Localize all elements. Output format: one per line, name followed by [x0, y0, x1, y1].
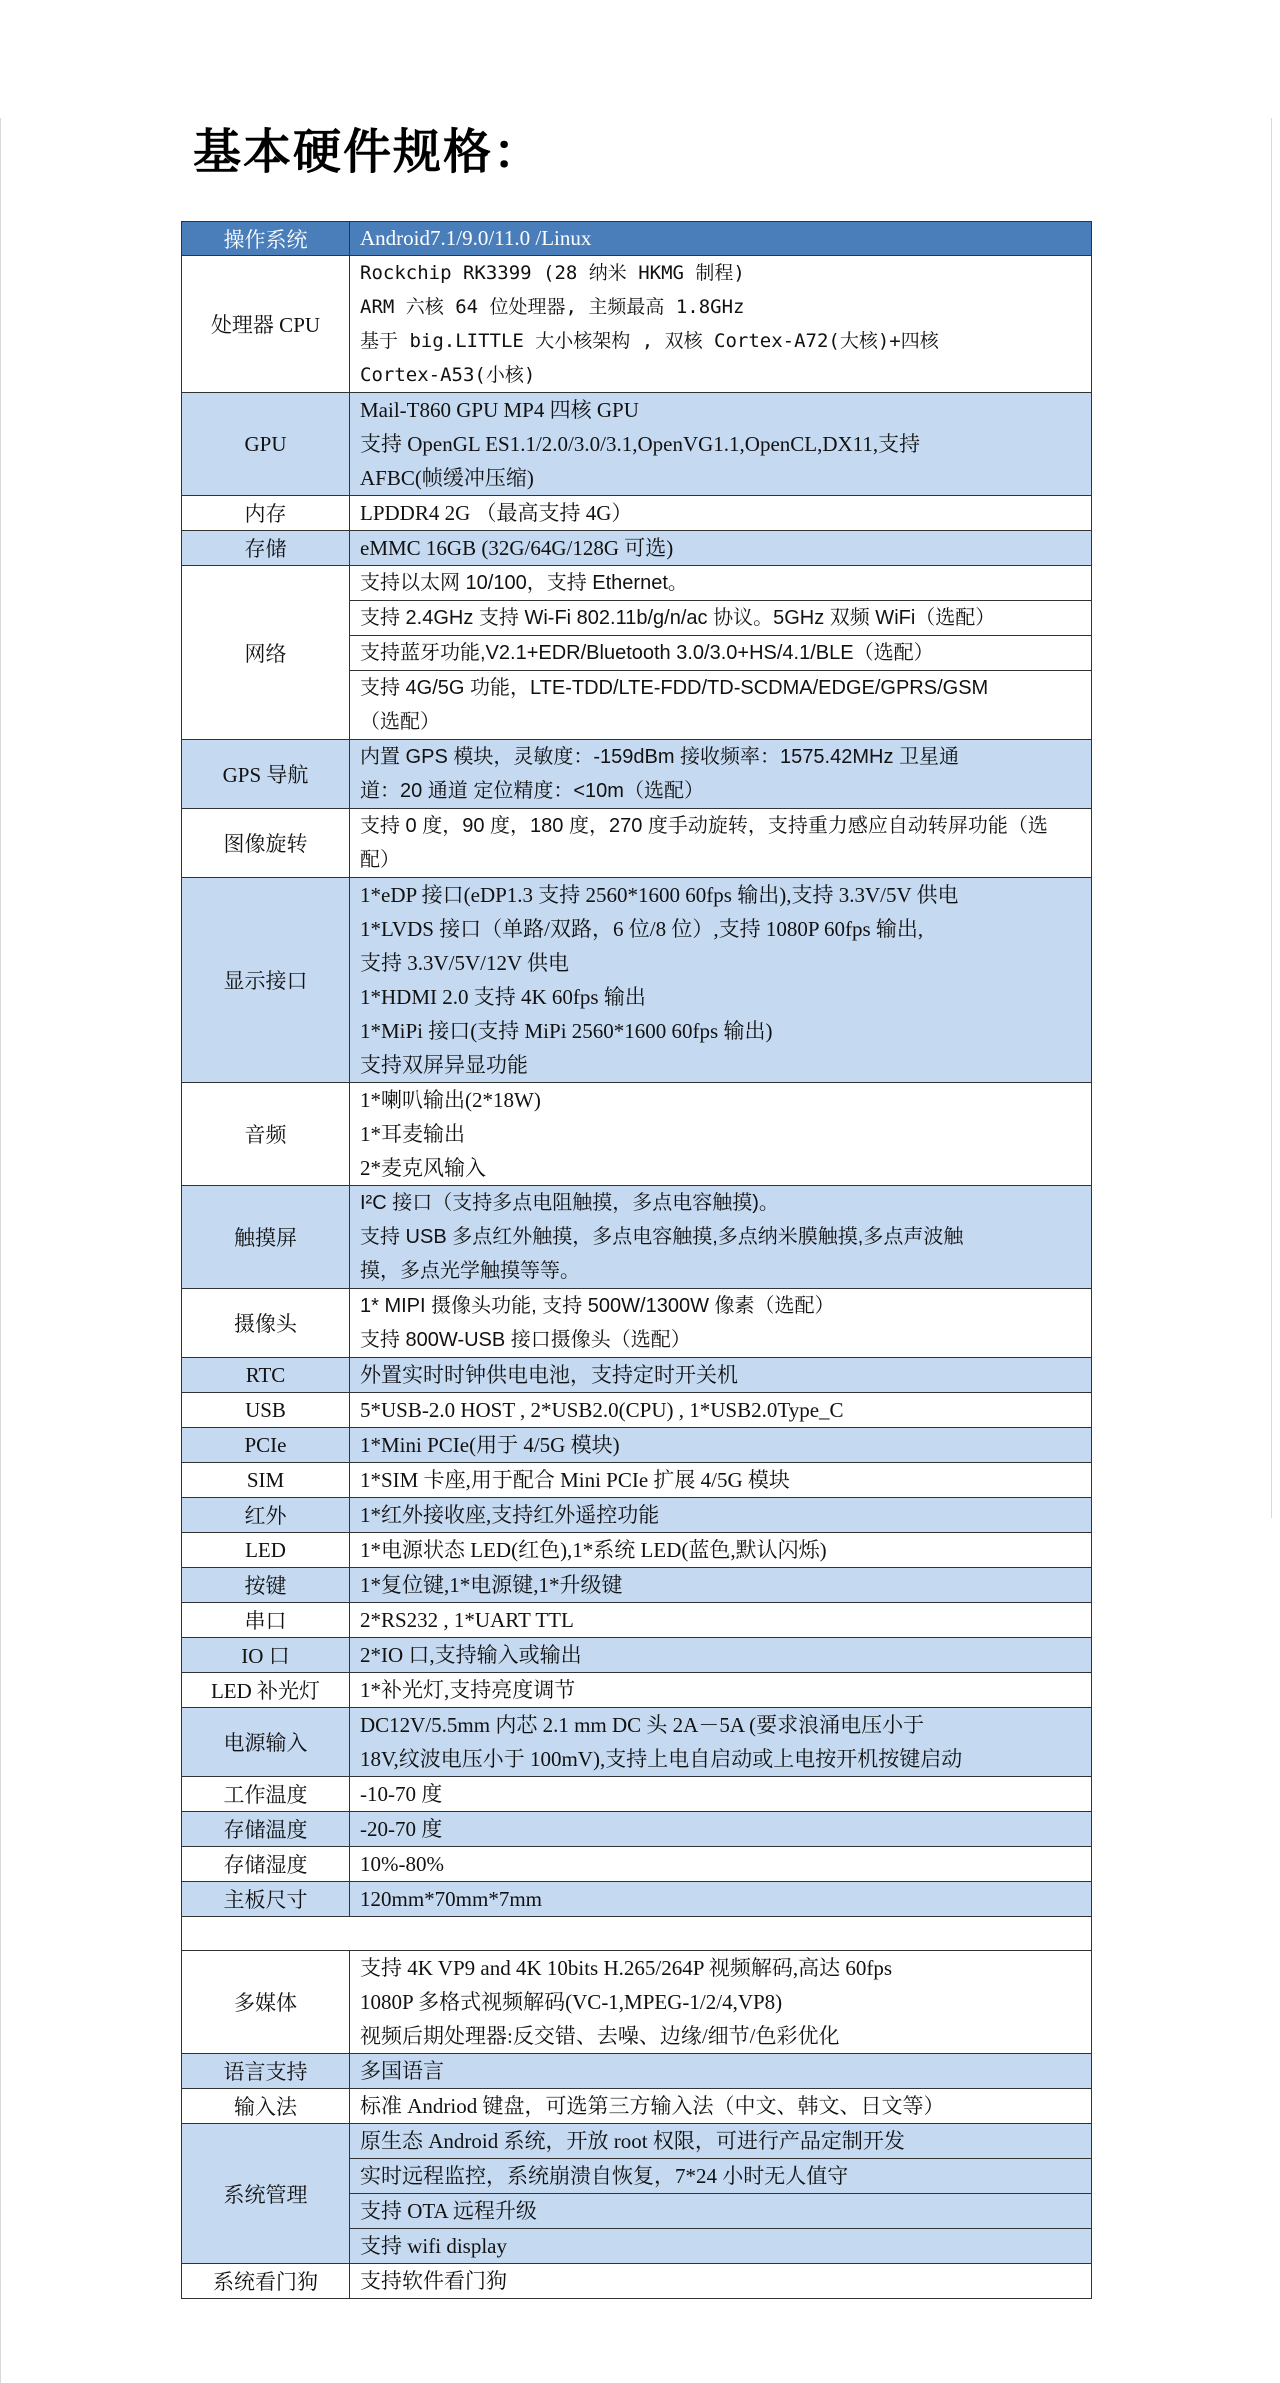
spec-line: DC12V/5.5mm 内芯 2.1 mm DC 头 2A－5A (要求浪涌电压小于: [360, 1713, 925, 1737]
spec-key: 系统看门狗: [182, 2264, 350, 2299]
spec-value: [350, 1533, 1092, 1568]
spec-key: 输入法: [182, 2089, 350, 2124]
table-row: [182, 1777, 1092, 1812]
spec-line: 18V,纹波电压小于 100mV),支持上电自启动或上电按开机按键启动: [360, 1747, 963, 1771]
spec-line: 120mm*70mm*7mm: [360, 1887, 543, 1911]
spec-line: Cortex-A53(小核): [360, 364, 536, 386]
spec-key: 处理器 CPU: [182, 256, 350, 393]
spec-key: 触摸屏: [182, 1186, 350, 1289]
header-value: Android7.1/9.0/11.0 /Linux: [350, 222, 1092, 256]
spec-line: 1*Mini PCIe(用于 4/5G 模块): [360, 1433, 620, 1457]
table-row: [182, 1186, 1092, 1289]
spec-line: 支持 OTA 远程升级: [360, 2199, 537, 2223]
spec-value: [350, 2054, 1092, 2089]
table-row: [182, 1289, 1092, 1358]
spec-line: 1*红外接收座,支持红外遥控功能: [360, 1503, 660, 1527]
spec-line: 支持 3.3V/5V/12V 供电: [360, 951, 570, 975]
spec-line: 视频后期处理器:反交错、去噪、边缘/细节/色彩优化: [360, 2024, 840, 2048]
spec-key: USB: [182, 1393, 350, 1428]
spec-value: [350, 1673, 1092, 1708]
spec-line: 实时远程监控，系统崩溃自恢复，7*24 小时无人值守: [360, 2164, 849, 2188]
spec-key: 摄像头: [182, 1289, 350, 1358]
spec-value: [350, 496, 1092, 531]
table-row: [182, 878, 1092, 1083]
spec-value: [350, 566, 1092, 740]
spec-key: 存储湿度: [182, 1847, 350, 1882]
spec-line: 支持 USB 多点红外触摸，多点电容触摸,多点纳米膜触摸,多点声波触: [360, 1226, 964, 1248]
spec-line: Rockchip RK3399 (28 纳米 HKMG 制程): [360, 262, 745, 284]
spec-value: [350, 1847, 1092, 1882]
spec-value: [350, 256, 1092, 393]
spec-line: 支持 4K VP9 and 4K 10bits H.265/264P 视频解码,高达 60fps: [360, 1956, 893, 1980]
table-row: [182, 1393, 1092, 1428]
table-row: [182, 496, 1092, 531]
spec-key: 存储: [182, 531, 350, 566]
spec-line: 1*电源状态 LED(红色),1*系统 LED(蓝色,默认闪烁): [360, 1538, 827, 1562]
spec-line: 外置实时时钟供电电池，支持定时开关机: [360, 1363, 738, 1387]
spec-line: 支持 2.4GHz 支持 Wi-Fi 802.11b/g/n/ac 协议。5GHz 双频 WiFi（选配）: [360, 607, 996, 629]
table-row: [182, 1673, 1092, 1708]
table-row: [182, 2124, 1092, 2264]
spec-line: 1*LVDS 接口（单路/双路，6 位/8 位）,支持 1080P 60fps 输出,: [360, 917, 924, 941]
spec-line: 10%-80%: [360, 1852, 444, 1876]
spec-value: [350, 1463, 1092, 1498]
spec-line: eMMC 16GB (32G/64G/128G 可选): [360, 536, 674, 560]
spec-key: RTC: [182, 1358, 350, 1393]
table-row: [182, 1428, 1092, 1463]
spec-value: [350, 1186, 1092, 1289]
table-row: [182, 1882, 1092, 1917]
spec-line: LPDDR4 2G （最高支持 4G）: [360, 501, 633, 525]
spec-line: 1*喇叭输出(2*18W): [360, 1088, 541, 1112]
spec-line: 5*USB-2.0 HOST , 2*USB2.0(CPU) , 1*USB2.0Type_C: [360, 1398, 844, 1422]
spec-value: [350, 1428, 1092, 1463]
spec-line: 1*eDP 接口(eDP1.3 支持 2560*1600 60fps 输出),支持 3.3V/5V 供电: [360, 883, 959, 907]
spec-line: 1*SIM 卡座,用于配合 Mini PCIe 扩展 4/5G 模块: [360, 1468, 790, 1492]
spec-line: 1*HDMI 2.0 支持 4K 60fps 输出: [360, 985, 646, 1009]
table-row: [182, 256, 1092, 393]
spec-line: 多国语言: [360, 2059, 444, 2083]
spec-line: 支持 OpenGL ES1.1/2.0/3.0/3.1,OpenVG1.1,OpenCL,DX11,支持: [360, 432, 921, 456]
spec-line: 2*RS232 , 1*UART TTL: [360, 1608, 574, 1632]
spec-line: 内置 GPS 模块，灵敏度：-159dBm 接收频率：1575.42MHz 卫星通: [360, 746, 960, 768]
table-row: [182, 740, 1092, 809]
spec-value: [350, 393, 1092, 496]
spec-key: IO 口: [182, 1638, 350, 1673]
table-row: [182, 1812, 1092, 1847]
spec-key: 串口: [182, 1603, 350, 1638]
spec-key: 红外: [182, 1498, 350, 1533]
spec-value: [350, 878, 1092, 1083]
table-row: [182, 1533, 1092, 1568]
spec-value: [350, 1603, 1092, 1638]
table-header-row: [182, 222, 1092, 256]
table-row: [182, 2054, 1092, 2089]
spec-line: 支持双屏异显功能: [360, 1053, 528, 1077]
table-row: [182, 809, 1092, 878]
spec-value: [350, 1568, 1092, 1603]
spec-value: [350, 531, 1092, 566]
spec-value: [350, 1812, 1092, 1847]
spec-key: 显示接口: [182, 878, 350, 1083]
spacer-cell: [182, 1917, 1092, 1951]
spec-key: 电源输入: [182, 1708, 350, 1777]
spec-value: [350, 1638, 1092, 1673]
spec-line: ARM 六核 64 位处理器, 主频最高 1.8GHz: [360, 296, 745, 318]
spec-value: [350, 2089, 1092, 2124]
spec-value: [350, 809, 1092, 878]
table-row: [182, 1498, 1092, 1533]
spec-line: I²C 接口（支持多点电阻触摸，多点电容触摸)。: [360, 1192, 779, 1214]
table-row: [182, 1463, 1092, 1498]
spec-line: 支持 wifi display: [360, 2234, 507, 2258]
spec-line: 支持 0 度，90 度，180 度，270 度手动旋转，支持重力感应自动转屏功能（选: [360, 815, 1048, 837]
spec-sub-cell: [350, 2228, 1091, 2263]
table-row: [182, 566, 1092, 740]
spec-sub-cell: [350, 2124, 1091, 2158]
spec-line: 基于 big.LITTLE 大小核架构 , 双核 Cortex-A72(大核)+四核: [360, 330, 939, 352]
spec-sub-cell: [350, 670, 1091, 739]
spec-value: [350, 1289, 1092, 1358]
spec-line: 支持 4G/5G 功能，LTE-TDD/LTE-FDD/TD-SCDMA/EDGE/GPRS/GSM: [360, 677, 989, 699]
spec-line: 1*复位键,1*电源键,1*升级键: [360, 1573, 623, 1597]
header-key: 操作系统: [182, 222, 350, 256]
page-edge-right: [1271, 118, 1272, 1518]
spec-sub-cell: [350, 600, 1091, 635]
spec-value: [350, 1083, 1092, 1186]
spec-value: [350, 1777, 1092, 1812]
table-row: [182, 2264, 1092, 2299]
spec-line: 配）: [360, 849, 400, 871]
spec-line: 道：20 通道 定位精度：<10m（选配）: [360, 780, 704, 802]
spec-value: [350, 1708, 1092, 1777]
spec-line: 1*耳麦输出: [360, 1122, 465, 1146]
spec-line: 2*IO 口,支持输入或输出: [360, 1643, 582, 1667]
table-row: [182, 393, 1092, 496]
spec-line: 标准 Andriod 键盘，可选第三方输入法（中文、韩文、日文等）: [360, 2094, 945, 2118]
spec-key: 网络: [182, 566, 350, 740]
page-edge-left: [0, 118, 1, 2383]
spec-line: 支持 800W-USB 接口摄像头（选配）: [360, 1329, 691, 1351]
page-title: 基本硬件规格：: [193, 124, 544, 180]
spec-value: [350, 2124, 1092, 2264]
spec-key: 内存: [182, 496, 350, 531]
spec-value: [350, 1882, 1092, 1917]
spec-key: 主板尺寸: [182, 1882, 350, 1917]
spec-key: 存储温度: [182, 1812, 350, 1847]
spec-sub-cell: [350, 635, 1091, 670]
spec-line: 支持以太网 10/100，支持 Ethernet。: [360, 572, 688, 594]
spec-key: LED: [182, 1533, 350, 1568]
spec-line: -10-70 度: [360, 1782, 443, 1806]
spec-key: 工作温度: [182, 1777, 350, 1812]
spec-key: 语言支持: [182, 2054, 350, 2089]
spec-sub-cell: [350, 2193, 1091, 2228]
spec-key: 系统管理: [182, 2124, 350, 2264]
spec-line: 原生态 Android 系统，开放 root 权限，可进行产品定制开发: [360, 2129, 905, 2153]
table-row: [182, 1951, 1092, 2054]
spec-value: [350, 1393, 1092, 1428]
spec-line: 支持软件看门狗: [360, 2269, 507, 2293]
spec-line: 1*补光灯,支持亮度调节: [360, 1678, 576, 1702]
table-row: [182, 531, 1092, 566]
spec-value: [350, 1951, 1092, 2054]
spec-key: 按键: [182, 1568, 350, 1603]
spec-sub-cell: [350, 566, 1091, 600]
spec-line: 1* MIPI 摄像头功能, 支持 500W/1300W 像素（选配）: [360, 1295, 835, 1317]
spec-line: 摸，多点光学触摸等等。: [360, 1260, 580, 1282]
spec-sub-cell: [350, 2158, 1091, 2193]
spec-line: Mail-T860 GPU MP4 四核 GPU: [360, 398, 639, 422]
table-row: [182, 1358, 1092, 1393]
table-row: [182, 2089, 1092, 2124]
spec-line: 2*麦克风输入: [360, 1156, 486, 1180]
spacer-row: [182, 1917, 1092, 1951]
table-row: [182, 1847, 1092, 1882]
spec-line: 1*MiPi 接口(支持 MiPi 2560*1600 60fps 输出): [360, 1019, 773, 1043]
table-row: [182, 1568, 1092, 1603]
spec-key: PCIe: [182, 1428, 350, 1463]
spec-key: 音频: [182, 1083, 350, 1186]
table-row: [182, 1083, 1092, 1186]
spec-line: 1080P 多格式视频解码(VC-1,MPEG-1/2/4,VP8): [360, 1990, 783, 2014]
spec-key: LED 补光灯: [182, 1673, 350, 1708]
table-row: [182, 1708, 1092, 1777]
spec-key: GPS 导航: [182, 740, 350, 809]
spec-value: [350, 2264, 1092, 2299]
table-row: [182, 1638, 1092, 1673]
spec-key: SIM: [182, 1463, 350, 1498]
spec-key: 多媒体: [182, 1951, 350, 2054]
spec-value: [350, 1498, 1092, 1533]
spec-key: 图像旋转: [182, 809, 350, 878]
spec-line: AFBC(帧缓冲压缩): [360, 466, 534, 490]
spec-key: GPU: [182, 393, 350, 496]
table-row: [182, 1603, 1092, 1638]
spec-value: [350, 1358, 1092, 1393]
spec-line: 支持蓝牙功能,V2.1+EDR/Bluetooth 3.0/3.0+HS/4.1/BLE（选配）: [360, 642, 934, 664]
spec-table: [181, 221, 1092, 2299]
spec-line: （选配）: [360, 711, 440, 733]
spec-value: [350, 740, 1092, 809]
spec-line: -20-70 度: [360, 1817, 443, 1841]
